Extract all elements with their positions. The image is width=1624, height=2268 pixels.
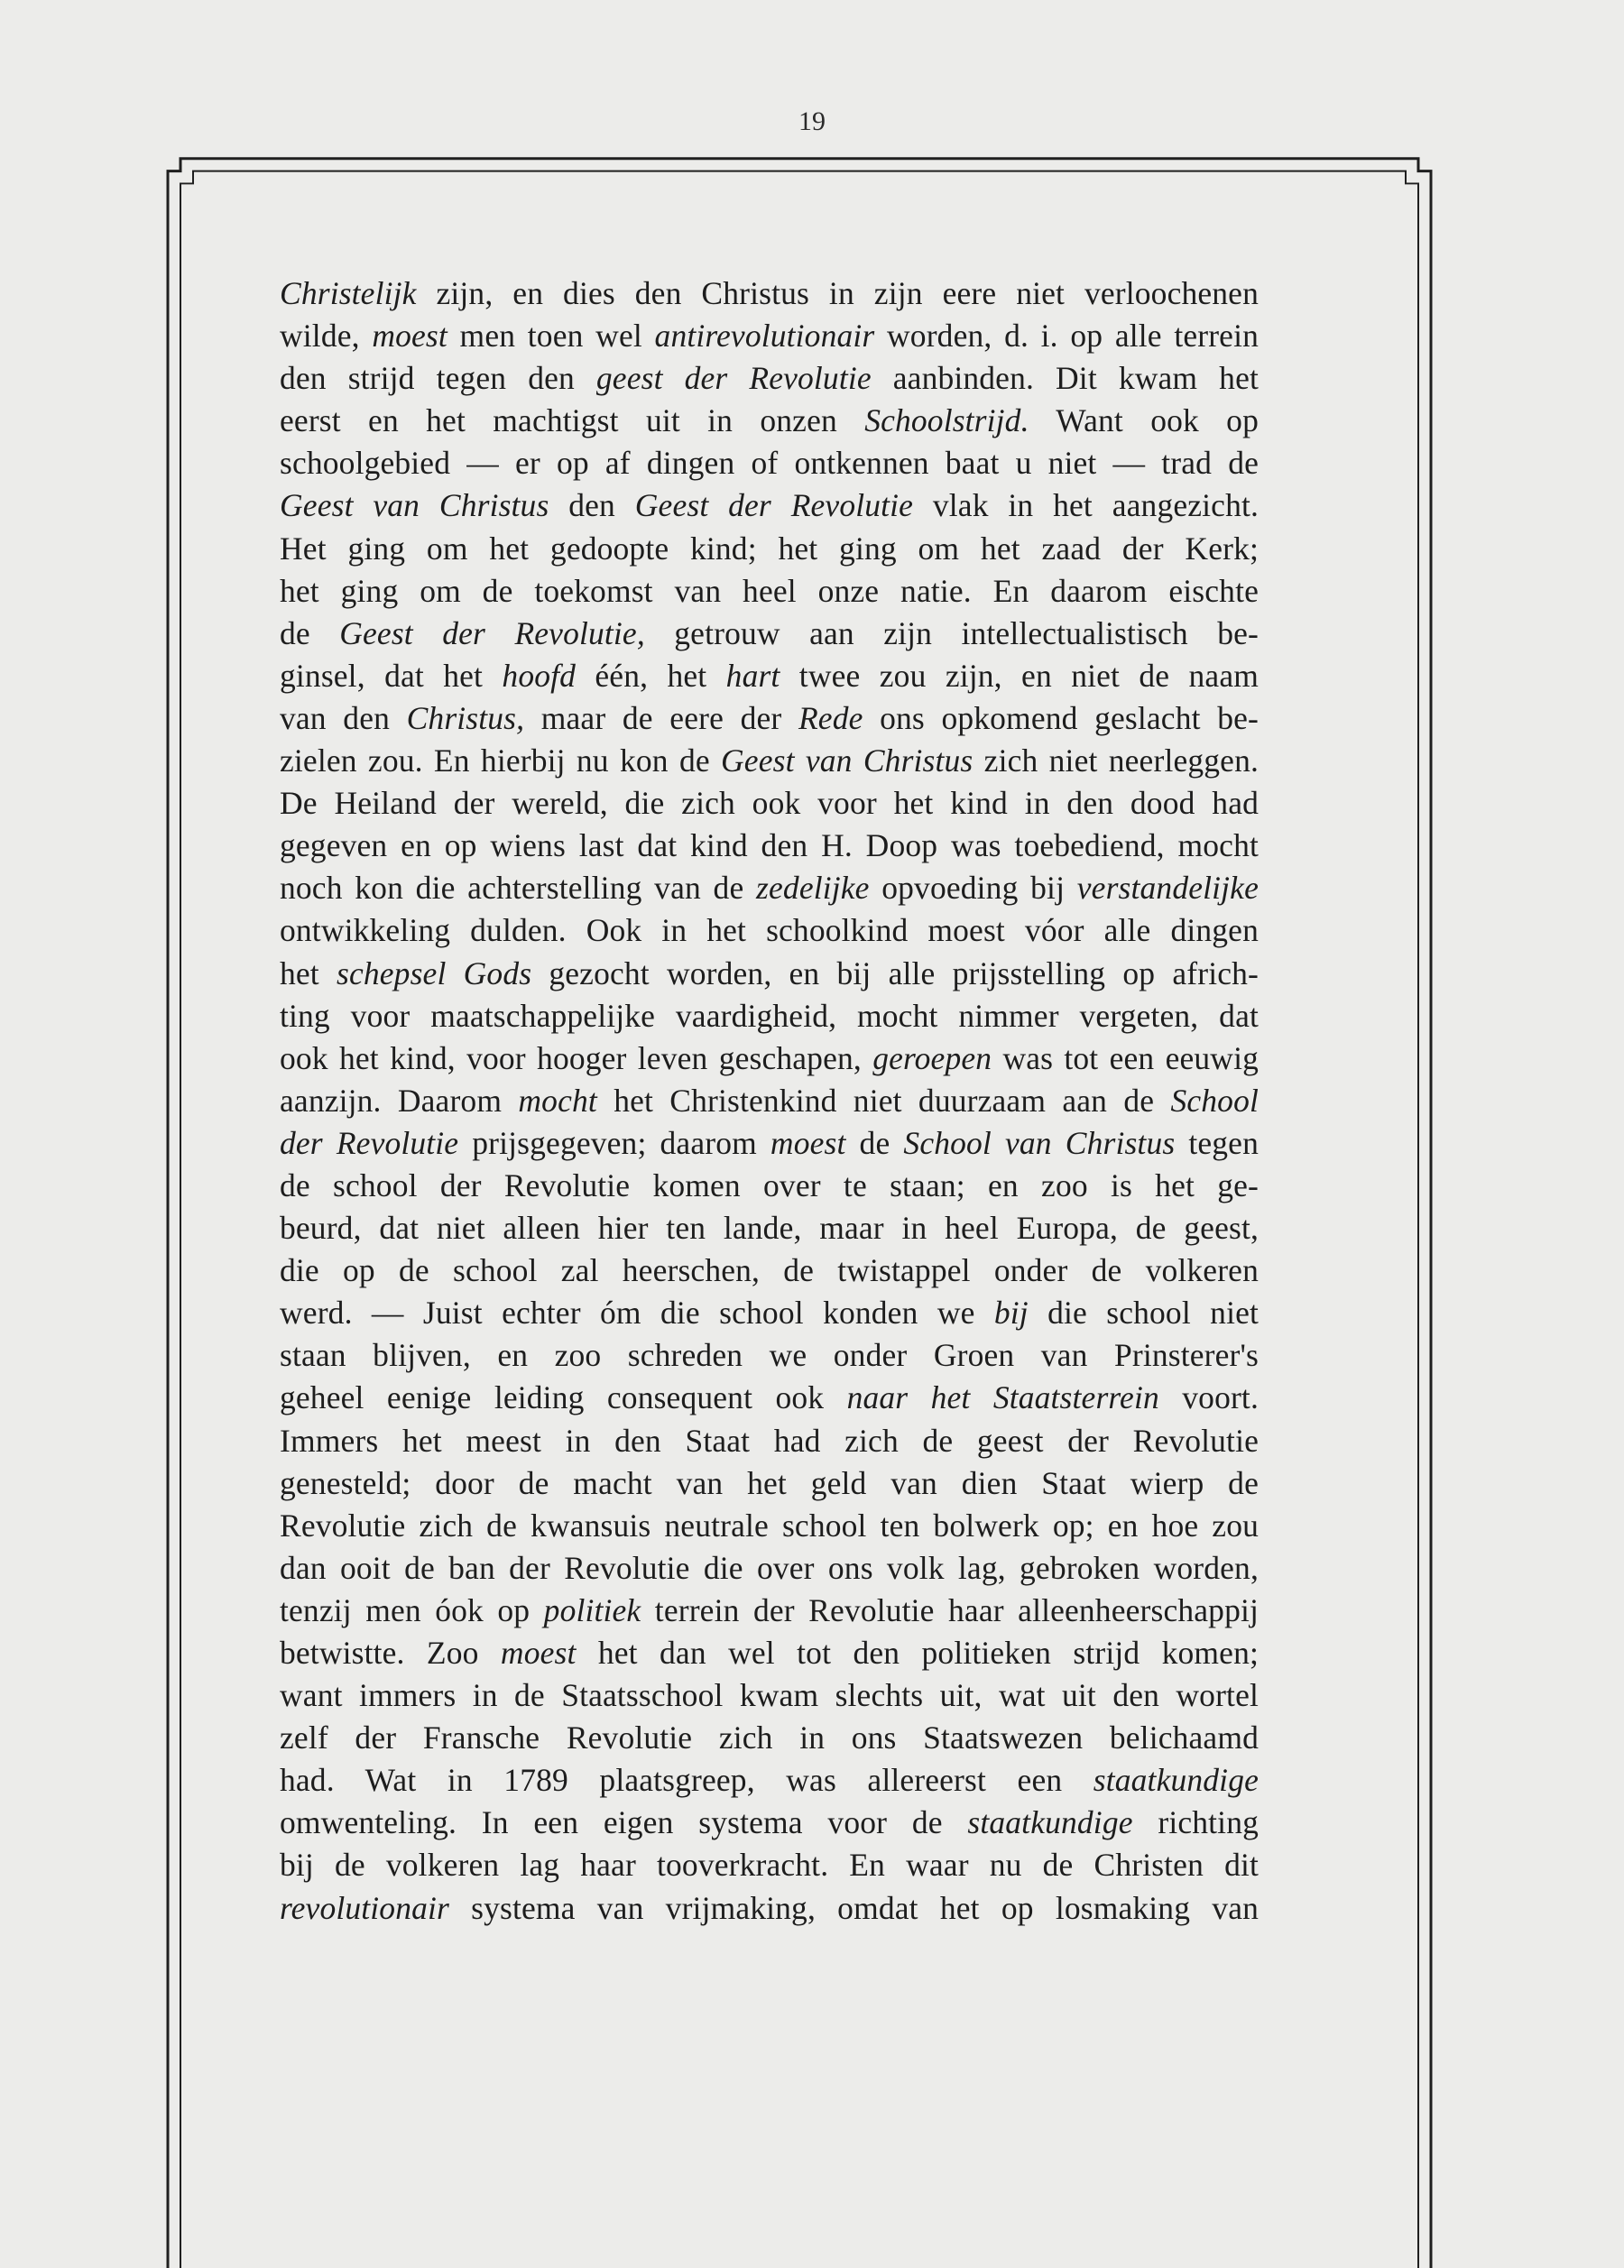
text-segment: ons opkomend geslacht be-: [863, 699, 1259, 736]
text-line: [280, 1547, 1259, 1590]
italic-segment: politiek: [543, 1591, 641, 1628]
text-segment: ook het kind, voor hooger leven geschapen,: [280, 1039, 873, 1076]
text-segment: voort.: [1158, 1379, 1259, 1416]
text-line: [280, 1037, 1259, 1080]
text-segment: genesteld; door de macht van het geld van dien Staat wierp de: [280, 1464, 1259, 1501]
text-line: [280, 1292, 1259, 1334]
text-segment: van den: [280, 699, 407, 736]
italic-segment: Geest van Christus: [721, 742, 973, 779]
text-line: [280, 697, 1259, 740]
text-segment: omwenteling. In een eigen systema voor de: [280, 1804, 968, 1841]
text-line: [280, 400, 1259, 442]
italic-segment: Christus,: [406, 699, 525, 736]
text-segment: gegeven en op wiens last dat kind den H. Doop was toebediend, mocht: [280, 827, 1259, 864]
text-segment: want immers in de Staatsschool kwam slechts uit, wat uit den wortel: [280, 1677, 1259, 1714]
text-segment: zielen zou. En hierbij nu kon de: [280, 742, 722, 779]
text-segment: zijn, en dies den Christus in zijn eere niet verloochenen: [416, 275, 1259, 311]
text-segment: tegen: [1175, 1124, 1259, 1161]
text-line: [280, 570, 1259, 613]
text-line: [280, 1334, 1259, 1377]
text-line: [280, 1590, 1259, 1632]
text-segment: Want ook op: [1029, 402, 1259, 439]
text-line: [280, 1759, 1259, 1802]
italic-segment: verstandelijke: [1076, 870, 1259, 907]
italic-segment: Rede: [798, 699, 863, 736]
text-line: [280, 995, 1259, 1037]
text-segment: systema van vrijmaking, omdat het op losmaking van: [448, 1889, 1259, 1926]
italic-segment: revolutionair: [280, 1889, 449, 1926]
italic-segment: hoofd: [502, 657, 577, 694]
text-segment: aanzijn. Daarom: [280, 1082, 519, 1119]
text-segment: getrouw aan zijn intellectualistisch be-: [644, 614, 1259, 651]
text-segment: den strijd tegen den: [280, 360, 596, 397]
text-segment: ontwikkeling dulden. Ook in het schoolkind moest vóor alle dingen: [280, 912, 1259, 949]
text-line: [280, 1505, 1259, 1547]
text-segment: Het ging om het gedoopte kind; het ging om het zaad der Kerk;: [280, 530, 1259, 567]
italic-segment: School: [1170, 1082, 1259, 1119]
italic-segment: Christelijk: [280, 275, 417, 311]
text-line: [280, 442, 1259, 484]
text-segment: die school niet: [1028, 1295, 1260, 1332]
italic-segment: zedelijke: [756, 870, 870, 907]
text-segment: het dan wel tot den politieken strijd komen;: [576, 1635, 1259, 1671]
text-segment: twee zou zijn, en niet de naam: [780, 657, 1260, 694]
text-segment: was tot een eeuwig: [992, 1039, 1259, 1076]
text-segment: bij de volkeren lag haar tooverkracht. En waar nu de Christen dit: [280, 1847, 1259, 1884]
text-line: [280, 1632, 1259, 1674]
text-segment: worden, d. i. op alle terrein: [874, 318, 1260, 355]
italic-segment: Geest der Revolutie: [634, 487, 914, 524]
italic-segment: Schoolstrijd.: [864, 402, 1029, 439]
text-segment: De Heiland der wereld, die zich ook voor het kind in den dood had: [280, 785, 1259, 822]
text-segment: zich niet neerleggen.: [973, 742, 1259, 779]
text-segment: had. Wat in 1789 plaatsgreep, was allereerst een: [280, 1762, 1093, 1799]
text-segment: het: [280, 954, 337, 991]
text-segment: betwistte. Zoo: [280, 1635, 501, 1671]
text-segment: de school der Revolutie komen over te staan; en zoo is het ge-: [280, 1166, 1259, 1203]
text-segment: tenzij men óok op: [280, 1591, 544, 1628]
text-segment: Revolutie zich de kwansuis neutrale school ten bolwerk op; en hoe zou: [280, 1507, 1259, 1544]
text-segment: prijsgegeven; daarom: [458, 1124, 770, 1161]
text-segment: vlak in het aangezicht.: [913, 487, 1260, 524]
italic-segment: schepsel Gods: [337, 954, 532, 991]
text-line: [280, 613, 1259, 655]
text-segment: opvoeding bij: [869, 870, 1077, 907]
italic-segment: moest: [770, 1124, 846, 1161]
text-segment: geheel eenige leiding consequent ook: [280, 1379, 847, 1416]
text-segment: Immers het meest in den Staat had zich de geest der Revolutie: [280, 1422, 1259, 1459]
text-segment: ginsel, dat het: [280, 657, 503, 694]
text-segment: aanbinden. Dit kwam het: [871, 360, 1259, 397]
italic-segment: naar het Staatsterrein: [846, 1379, 1159, 1416]
text-line: [280, 1674, 1259, 1717]
text-segment: die op de school zal heerschen, de twistappel onder de volkeren: [280, 1252, 1259, 1289]
italic-segment: staatkundige: [1093, 1762, 1259, 1799]
page-number: 19: [798, 106, 826, 136]
text-segment: men toen wel: [447, 318, 655, 355]
text-segment: den: [549, 487, 635, 524]
italic-segment: geest der Revolutie: [595, 360, 872, 397]
text-line: [280, 740, 1259, 782]
text-segment: maar de eere der: [524, 699, 798, 736]
text-line: [280, 1377, 1259, 1419]
text-segment: werd. — Juist echter óm die school konden we: [280, 1295, 994, 1332]
italic-segment: mocht: [518, 1082, 597, 1119]
italic-segment: bij: [993, 1295, 1029, 1332]
text-segment: de: [845, 1124, 904, 1161]
text-line: [280, 1802, 1259, 1844]
text-line: [280, 1717, 1259, 1759]
italic-segment: antirevolutionair: [654, 318, 875, 355]
text-segment: wilde,: [280, 318, 373, 355]
italic-segment: moest: [372, 318, 448, 355]
text-segment: zelf der Fransche Revolutie zich in ons Staatswezen belichaamd: [280, 1719, 1259, 1756]
text-line: [280, 953, 1259, 995]
text-line: [280, 1207, 1259, 1249]
italic-segment: School van Christus: [903, 1124, 1176, 1161]
text-segment: het ging om de toekomst van heel onze natie. En daarom eischte: [280, 572, 1259, 609]
text-segment: richting: [1132, 1804, 1259, 1841]
italic-segment: Geest van Christus: [280, 487, 549, 524]
text-segment: dan ooit de ban der Revolutie die over ons volk lag, gebroken worden,: [280, 1549, 1259, 1586]
text-segment: gezocht worden, en bij alle prijsstelling op africh-: [531, 954, 1259, 991]
italic-segment: staatkundige: [967, 1804, 1133, 1841]
text-line: [280, 1080, 1259, 1122]
text-segment: één, het: [576, 657, 726, 694]
text-line: [280, 315, 1259, 357]
text-segment: terrein der Revolutie haar alleenheerschappij: [641, 1591, 1260, 1628]
text-line: [280, 528, 1259, 570]
text-line: [280, 1887, 1259, 1930]
text-line: [280, 1844, 1259, 1886]
italic-segment: hart: [725, 657, 780, 694]
text-segment: het Christenkind niet duurzaam aan de: [596, 1082, 1171, 1119]
text-segment: staan blijven, en zoo schreden we onder Groen van Prinsterer's: [280, 1337, 1259, 1374]
text-line: [280, 1122, 1259, 1165]
text-line: [280, 655, 1259, 697]
text-line: [280, 909, 1259, 952]
italic-segment: geroepen: [872, 1039, 992, 1076]
text-line: [280, 1420, 1259, 1462]
text-line: [280, 357, 1259, 400]
body-text: [280, 272, 1259, 1930]
text-segment: ting voor maatschappelijke vaardigheid, mocht nimmer vergeten, dat: [280, 997, 1259, 1034]
text-line: [280, 825, 1259, 867]
text-line: [280, 272, 1259, 315]
italic-segment: Geest der Revolutie,: [339, 614, 645, 651]
text-line: [280, 1165, 1259, 1207]
text-segment: beurd, dat niet alleen hier ten lande, maar in heel Europa, de geest,: [280, 1210, 1259, 1247]
text-segment: de: [280, 614, 340, 651]
text-segment: schoolgebied — er op af dingen of ontkennen baat u niet — trad de: [280, 445, 1259, 482]
italic-segment: moest: [500, 1635, 577, 1671]
text-segment: noch kon die achterstelling van de: [280, 870, 757, 907]
italic-segment: der Revolutie: [280, 1124, 459, 1161]
text-line: [280, 867, 1259, 909]
text-line: [280, 782, 1259, 825]
text-line: [280, 1462, 1259, 1505]
text-line: [280, 1249, 1259, 1292]
text-line: [280, 484, 1259, 527]
text-segment: eerst en het machtigst uit in onzen: [280, 402, 865, 439]
